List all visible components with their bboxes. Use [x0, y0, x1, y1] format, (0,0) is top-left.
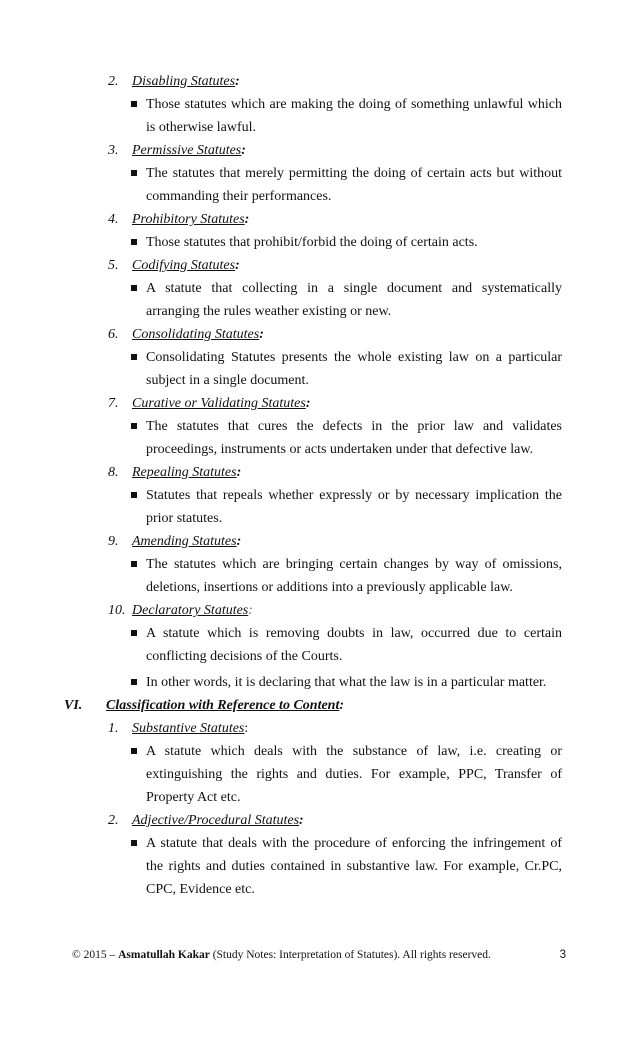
statute-heading: [0, 323, 638, 346]
statute-heading: [0, 254, 638, 277]
square-bullet-icon: [131, 492, 137, 498]
statute-heading: [0, 717, 638, 740]
statute-heading: [0, 139, 638, 162]
square-bullet-icon: [131, 239, 137, 245]
statute-number: 9.: [108, 534, 119, 549]
bullet-point: [0, 346, 638, 392]
copyright-notice: [72, 946, 491, 964]
statute-title-text: Declaratory Statutes: [132, 603, 249, 618]
statute-title-colon: :: [259, 327, 264, 342]
statute-item: [0, 323, 638, 392]
statute-number: 2.: [108, 813, 119, 828]
square-bullet-icon: [131, 561, 137, 567]
statute-number: 10.: [108, 603, 126, 618]
statute-title: [132, 392, 311, 415]
statute-number: 2.: [108, 74, 119, 89]
bullet-point: [0, 484, 638, 530]
square-bullet-icon: [131, 423, 137, 429]
statute-title: [132, 70, 240, 93]
bullet-text: In other words, it is declaring that what the law is in a particular matter.: [146, 675, 547, 690]
statute-title-colon: :: [235, 74, 240, 89]
statute-title-text: Repealing Statutes: [132, 465, 237, 480]
statute-title-colon: :: [248, 603, 253, 618]
square-bullet-icon: [131, 101, 137, 107]
statute-title-text: Codifying Statutes: [132, 258, 236, 273]
statute-title-colon: :: [235, 258, 240, 273]
statute-title-colon: :: [236, 465, 242, 480]
statute-title: [132, 599, 253, 622]
statute-title-colon: :: [244, 212, 250, 227]
statute-number: 5.: [108, 258, 119, 273]
statute-title: [132, 323, 264, 346]
statute-title-colon: :: [236, 534, 242, 549]
author-name: Asmatullah Kakar: [118, 949, 210, 961]
statute-title: [132, 139, 246, 162]
section-heading: [0, 694, 638, 717]
statute-title-colon: :: [299, 813, 304, 828]
statute-number: 4.: [108, 212, 119, 227]
statute-list-continued: [0, 70, 638, 694]
page-number: 3: [559, 949, 566, 961]
square-bullet-icon: [131, 840, 137, 846]
statute-title: [132, 254, 240, 277]
statute-heading: [0, 208, 638, 231]
square-bullet-icon: [131, 354, 137, 360]
bullet-text: A statute that deals with the procedure of enforcing the infringement of the rights and duties contained in substantive law. For example, Cr.PC, CPC, Evidence etc.: [146, 836, 562, 897]
statute-item: [0, 717, 638, 809]
statute-title-text: Amending Statutes: [132, 534, 237, 549]
statute-title: [132, 208, 249, 231]
statute-title: [132, 717, 248, 740]
bullet-point: [0, 162, 638, 208]
bullet-text: The statutes which are bringing certain changes by way of omissions, deletions, insertions or additions into a previously applicable law.: [146, 557, 562, 595]
bullet-point: [0, 671, 638, 694]
square-bullet-icon: [131, 170, 137, 176]
statute-item: [0, 530, 638, 599]
bullet-text: Consolidating Statutes presents the whole existing law on a particular subject in a single document.: [146, 350, 562, 388]
statute-item: [0, 208, 638, 254]
bullet-text: Those statutes which are making the doing of something unlawful which is otherwise lawful.: [146, 97, 562, 135]
statute-heading: [0, 461, 638, 484]
statute-title-text: Disabling Statutes: [132, 74, 236, 89]
section-number: VI.: [64, 698, 83, 713]
square-bullet-icon: [131, 748, 137, 754]
statute-item: [0, 139, 638, 208]
bullet-point: [0, 277, 638, 323]
content-classification-list: [0, 717, 638, 901]
statute-heading: [0, 599, 638, 622]
bullet-text: A statute which is removing doubts in law, occurred due to certain conflicting decisions of the Courts.: [146, 626, 562, 664]
statute-title-text: Adjective/Procedural Statutes: [132, 813, 300, 828]
square-bullet-icon: [131, 679, 137, 685]
statute-item: [0, 254, 638, 323]
bullet-point: [0, 740, 638, 809]
statute-title-colon: :: [305, 396, 311, 411]
statute-item: [0, 70, 638, 139]
bullet-point: [0, 553, 638, 599]
statute-number: 7.: [108, 396, 119, 411]
bullet-text: The statutes that merely permitting the doing of certain acts but without commanding their performances.: [146, 166, 562, 204]
statute-title-colon: :: [244, 721, 249, 736]
statute-title-text: Curative or Validating Statutes: [132, 396, 306, 411]
statute-item: [0, 461, 638, 530]
statute-title-text: Prohibitory Statutes: [132, 212, 245, 227]
statute-number: 8.: [108, 465, 119, 480]
statute-title-text: Consolidating Statutes: [132, 327, 260, 342]
statute-title-text: Substantive Statutes: [132, 721, 245, 736]
bullet-text: The statutes that cures the defects in the prior law and validates proceedings, instruments or acts undertaken under that defective law.: [146, 419, 562, 457]
statute-title: [132, 461, 241, 484]
statute-heading: [0, 809, 638, 832]
bullet-point: [0, 231, 638, 254]
statute-heading: [0, 70, 638, 93]
bullet-text: Statutes that repeals whether expressly or by necessary implication the prior statutes.: [146, 488, 562, 526]
bullet-point: [0, 832, 638, 901]
statute-title: [132, 809, 304, 832]
statute-number: 1.: [108, 721, 119, 736]
statute-number: 6.: [108, 327, 119, 342]
statute-title-text: Permissive Statutes: [132, 143, 242, 158]
copyright-suffix: (Study Notes: Interpretation of Statutes). All rights reserved.: [209, 949, 491, 961]
section-title: [106, 694, 344, 717]
bullet-text: Those statutes that prohibit/forbid the doing of certain acts.: [146, 235, 478, 250]
statute-title: [132, 530, 241, 553]
square-bullet-icon: [131, 630, 137, 636]
statute-item: [0, 809, 638, 901]
bullet-point: [0, 415, 638, 461]
bullet-text: A statute that collecting in a single document and systematically arranging the rules weather existing or new.: [146, 281, 562, 319]
bullet-point: [0, 93, 638, 139]
bullet-point: [0, 622, 638, 668]
statute-heading: [0, 392, 638, 415]
statute-title-colon: :: [241, 143, 246, 158]
statute-item: [0, 599, 638, 694]
copyright-prefix: © 2015 –: [72, 949, 119, 961]
page-content: [0, 70, 638, 901]
statute-item: [0, 392, 638, 461]
statute-number: 3.: [108, 143, 119, 158]
section-title-colon: :: [339, 698, 345, 713]
statute-heading: [0, 530, 638, 553]
section-title-text: Classification with Reference to Content: [106, 698, 340, 713]
square-bullet-icon: [131, 285, 137, 291]
bullet-text: A statute which deals with the substance of law, i.e. creating or extinguishing the rights and duties. For example, PPC, Transfer of Property Act etc.: [146, 744, 562, 805]
